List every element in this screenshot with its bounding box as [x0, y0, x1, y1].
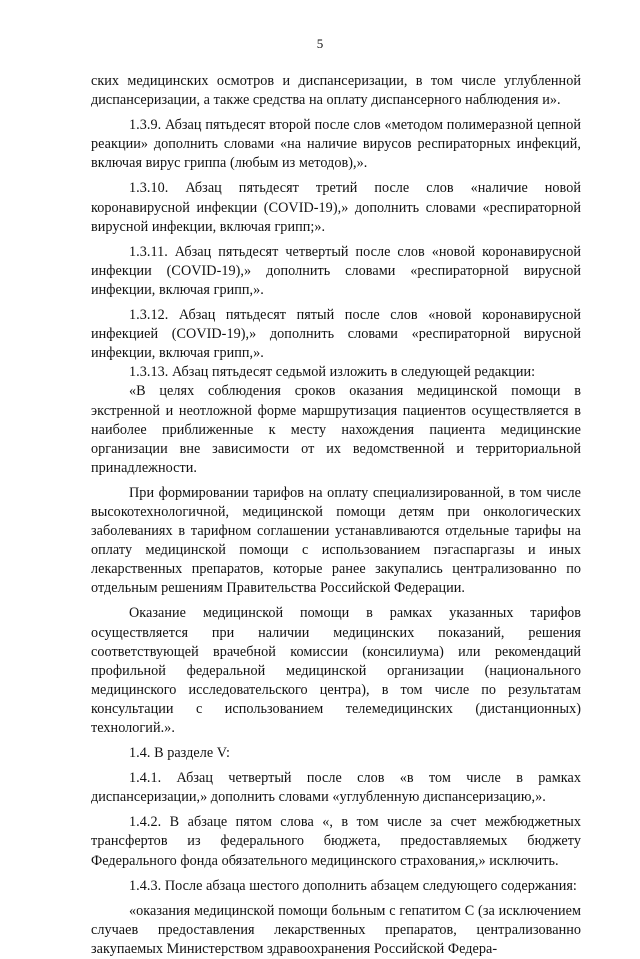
paragraph-tariffs: При формировании тарифов на оплату специализированной, в том числе высокотехнологичной, медицинской помощи детям при онкологических заболеваниях в тарифном соглашении устанавливаются отдельные тарифы на оплату медицинской помощи с использованием пэгаспаргазы и иных лекарственных препаратов, которые ранее закупались централизованно по отдельным решениям Правительства Российской Федерации. — [91, 484, 581, 597]
paragraph-1-4-2: 1.4.2. В абзаце пятом слова «, в том числе за счет межбюджетных трансфертов из федерального бюджета, предоставляемых бюджету Федерального фонда обязательного медицинского страхования,» исключить. — [91, 814, 581, 869]
paragraph-1-3-11: 1.3.11. Абзац пятьдесят четвертый после слов «новой коронавирусной инфекции (COVID-19),» дополнить словами «респираторной вирусной инфекции, включая грипп,». — [91, 243, 581, 298]
paragraph-1-3-9: 1.3.9. Абзац пятьдесят второй после слов «методом полимеразной цепной реакции» дополнить словами «на наличие вирусов респираторных инфекций, включая вирус гриппа (любым из методов),». — [91, 117, 581, 172]
paragraph-1-4-1: 1.4.1. Абзац четвертый после слов «в том числе в рамках диспансеризации,» дополнить словами «углубленную диспансеризацию,». — [91, 770, 581, 806]
paragraph-1-3-10: 1.3.10. Абзац пятьдесят третий после слов «наличие новой коронавирусной инфекции (COVID-19),» дополнить словами «респираторной вирусной инфекции, включая грипп;». — [91, 180, 581, 235]
page-number: 5 — [316, 36, 324, 51]
paragraph-1-4-3: 1.4.3. После абзаца шестого дополнить абзацем следующего содержания: — [129, 877, 577, 894]
document-body — [91, 72, 581, 959]
paragraph-1-3-12: 1.3.12. Абзац пятьдесят пятый после слов «новой коронавирусной инфекцией (COVID-19),» дополнить словами «респираторной вирусной инфекции, включая грипп,». — [91, 307, 581, 362]
paragraph-1-4: 1.4. В разделе V: — [129, 745, 230, 762]
paragraph-medical-care: Оказание медицинской помощи в рамках указанных тарифов осуществляется при наличии медицинских показаний, решения соответствующей врачебной комиссии (консилиума) или рекомендаций профильной федеральной медицинской организации (национального медицинского исследовательского центра), в том числе по результатам консультации с использованием телемедицинских (дистанционных) технологий.». — [91, 605, 581, 736]
paragraph-quote-routing: «В целях соблюдения сроков оказания медицинской помощи в экстренной и неотложной форме маршрутизация пациентов осуществляется в наиболее приближенные к месту нахождения пациента медицинские организации вне зависимости от их ведомственной и территориальной принадлежности. — [91, 383, 581, 476]
paragraph-continuation: ских медицинских осмотров и диспансеризации, в том числе углубленной диспансеризации, а также средства на оплату диспансерного наблюдения и». — [91, 73, 581, 109]
paragraph-quote-hepatitis: «оказания медицинской помощи больным с гепатитом С (за исключением случаев предоставления лекарственных препаратов, централизованно закупаемых Министерством здравоохранения Российской Федера- — [91, 902, 581, 957]
paragraph-1-3-13: 1.3.13. Абзац пятьдесят седьмой изложить в следующей редакции: — [129, 364, 536, 381]
